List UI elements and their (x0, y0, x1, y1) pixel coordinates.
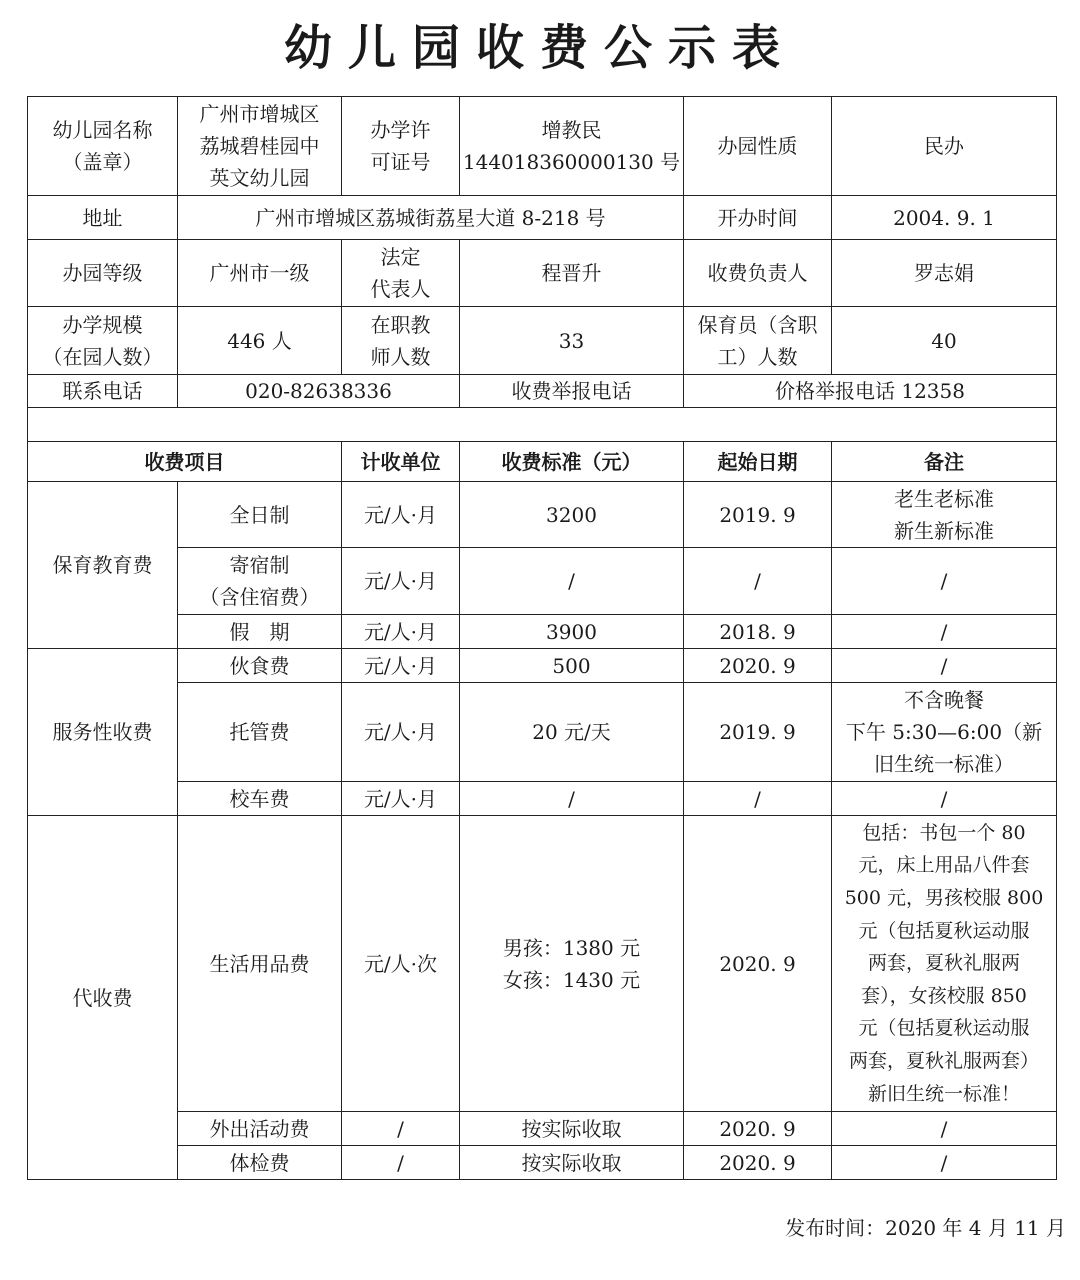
table-row (28, 548, 1057, 615)
kindergarten-name-value: 广州市增城区 荔城碧桂园中 英文幼儿园 (178, 97, 342, 196)
scale-value: 446 人 (178, 307, 342, 375)
fee-note: / (832, 548, 1057, 615)
price-report-phone: 价格举报电话 12358 (684, 375, 1057, 408)
fee-header-row (28, 442, 1057, 482)
phone-label: 联系电话 (28, 375, 178, 408)
table-row (28, 1146, 1057, 1180)
legal-rep-value: 程晋升 (460, 240, 684, 307)
fee-standard: 按实际收取 (460, 1112, 684, 1146)
header-note: 备注 (832, 442, 1057, 482)
info-row-grade (28, 240, 1057, 307)
fee-start: 2020. 9 (684, 816, 832, 1112)
fee-note: / (832, 782, 1057, 816)
fee-start: 2020. 9 (684, 649, 832, 683)
grade-value: 广州市一级 (178, 240, 342, 307)
nature-value: 民办 (832, 97, 1057, 196)
fee-standard: 按实际收取 (460, 1146, 684, 1180)
table-row (28, 816, 1057, 1112)
table-row (28, 1112, 1057, 1146)
fee-start: 2019. 9 (684, 683, 832, 782)
fee-item: 全日制 (178, 482, 342, 548)
teachers-value: 33 (460, 307, 684, 375)
fee-unit: / (342, 1112, 460, 1146)
address-label: 地址 (28, 196, 178, 240)
fee-item: 寄宿制 （含住宿费） (178, 548, 342, 615)
fee-unit: 元/人·月 (342, 548, 460, 615)
nurses-label: 保育员（含职 工）人数 (684, 307, 832, 375)
blank-cell (28, 408, 1057, 442)
publish-date: 发布时间：2020 年 4 月 11 月 (785, 1216, 1066, 1240)
fee-unit: / (342, 1146, 460, 1180)
fee-item: 外出活动费 (178, 1112, 342, 1146)
fee-standard: 3200 (460, 482, 684, 548)
scale-label: 办学规模 （在园人数） (28, 307, 178, 375)
kindergarten-name-label: 幼儿园名称 （盖章） (28, 97, 178, 196)
fee-unit: 元/人·月 (342, 615, 460, 649)
fee-standard: 男孩：1380 元 女孩：1430 元 (460, 816, 684, 1112)
group-collected-fee: 代收费 (28, 816, 178, 1180)
info-row-address (28, 196, 1057, 240)
legal-rep-label: 法定 代表人 (342, 240, 460, 307)
table-row (28, 683, 1057, 782)
fee-standard: / (460, 782, 684, 816)
fee-item: 假 期 (178, 615, 342, 649)
grade-label: 办园等级 (28, 240, 178, 307)
license-label: 办学许 可证号 (342, 97, 460, 196)
group-care-education: 保育教育费 (28, 482, 178, 649)
fee-start: / (684, 548, 832, 615)
fee-standard: 20 元/天 (460, 683, 684, 782)
fee-item: 生活用品费 (178, 816, 342, 1112)
fee-standard: 3900 (460, 615, 684, 649)
header-standard: 收费标准（元） (460, 442, 684, 482)
fee-start: 2020. 9 (684, 1146, 832, 1180)
page-title: 幼儿园收费公示表 (283, 20, 796, 76)
nurses-value: 40 (832, 307, 1057, 375)
fee-note: / (832, 649, 1057, 683)
report-phone-label: 收费举报电话 (460, 375, 684, 408)
group-service-fee: 服务性收费 (28, 649, 178, 816)
blank-row (28, 408, 1057, 442)
fee-unit: 元/人·月 (342, 649, 460, 683)
fee-item: 托管费 (178, 683, 342, 782)
table-row (28, 782, 1057, 816)
fee-note: 包括：书包一个 80 元，床上用品八件套 500 元，男孩校服 800 元（包括夏秋运动服 两套，夏秋礼服两 套），女孩校服 850 元（包括夏秋运动服 两套，夏秋礼服两套） 新旧生统一标准！ (832, 816, 1057, 1112)
info-row-scale (28, 307, 1057, 375)
fee-item: 伙食费 (178, 649, 342, 683)
fee-unit: 元/人·月 (342, 683, 460, 782)
fee-note: / (832, 615, 1057, 649)
info-row-phone (28, 375, 1057, 408)
fee-note: / (832, 1146, 1057, 1180)
nature-label: 办园性质 (684, 97, 832, 196)
charge-person-value: 罗志娟 (832, 240, 1057, 307)
fee-standard: / (460, 548, 684, 615)
header-start: 起始日期 (684, 442, 832, 482)
fee-unit: 元/人·次 (342, 816, 460, 1112)
fee-start: 2019. 9 (684, 482, 832, 548)
fee-start: / (684, 782, 832, 816)
fee-note: 老生老标准 新生新标准 (832, 482, 1057, 548)
license-value: 增教民 144018360000130 号 (460, 97, 684, 196)
fee-note: / (832, 1112, 1057, 1146)
fee-standard: 500 (460, 649, 684, 683)
fee-start: 2018. 9 (684, 615, 832, 649)
teachers-label: 在职教 师人数 (342, 307, 460, 375)
table-row (28, 649, 1057, 683)
table-row (28, 482, 1057, 548)
header-item: 收费项目 (28, 442, 342, 482)
header-unit: 计收单位 (342, 442, 460, 482)
open-date-value: 2004. 9. 1 (832, 196, 1057, 240)
fee-unit: 元/人·月 (342, 782, 460, 816)
phone-value: 020-82638336 (178, 375, 460, 408)
fee-unit: 元/人·月 (342, 482, 460, 548)
fee-item: 体检费 (178, 1146, 342, 1180)
fee-table (27, 96, 1057, 1180)
charge-person-label: 收费负责人 (684, 240, 832, 307)
fee-note: 不含晚餐 下午 5:30—6:00（新 旧生统一标准） (832, 683, 1057, 782)
info-row-name (28, 97, 1057, 196)
open-date-label: 开办时间 (684, 196, 832, 240)
fee-item: 校车费 (178, 782, 342, 816)
address-value: 广州市增城区荔城街荔星大道 8-218 号 (178, 196, 684, 240)
table-row (28, 615, 1057, 649)
fee-start: 2020. 9 (684, 1112, 832, 1146)
